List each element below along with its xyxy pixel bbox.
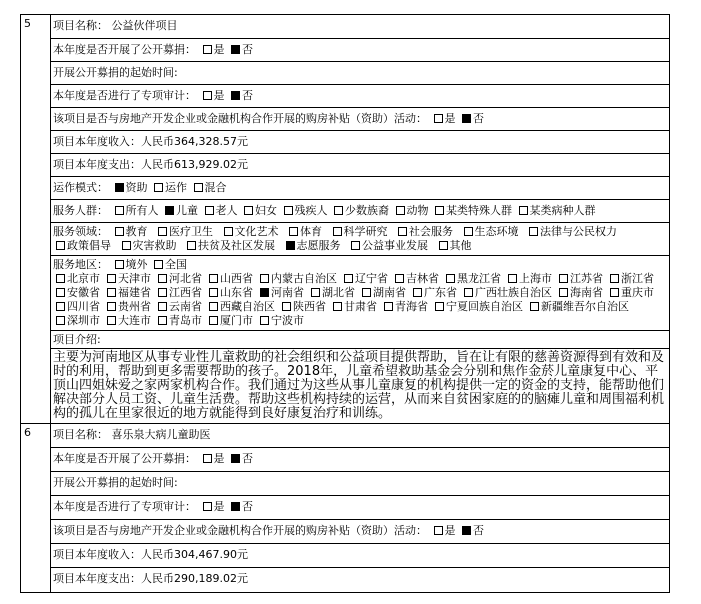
intro-label: 项目介绍: xyxy=(53,333,101,346)
region-option: 内蒙古自治区 xyxy=(271,272,337,285)
region-checkbox xyxy=(610,288,619,297)
region-line xyxy=(51,256,669,331)
region-checkbox xyxy=(154,260,163,269)
region-item xyxy=(607,272,654,286)
fundraising-start-label: 开展公开募捐的起始时间: xyxy=(53,476,178,489)
crowd-option: 某类特殊人群 xyxy=(446,204,512,217)
region-item xyxy=(206,286,253,300)
audit-line xyxy=(51,496,669,520)
region-option: 天津市 xyxy=(118,272,151,285)
region-checkbox xyxy=(508,274,517,283)
region-item xyxy=(53,300,100,314)
crowd-option: 妇女 xyxy=(255,204,277,217)
field-checkbox xyxy=(122,241,131,250)
housing-line xyxy=(51,108,669,131)
region-item xyxy=(381,300,428,314)
field-option: 教育 xyxy=(125,225,148,238)
field-option: 志愿服务 xyxy=(296,239,341,252)
no-label: 否 xyxy=(242,43,253,56)
expense-line xyxy=(51,568,669,592)
mode-option: 资助 xyxy=(125,181,148,194)
region-option: 陕西省 xyxy=(293,300,326,313)
yes-label: 是 xyxy=(213,89,225,102)
mode-option: 运作 xyxy=(165,181,187,194)
region-checkbox xyxy=(115,260,124,269)
region-checkbox-checked xyxy=(260,288,269,297)
region-option: 上海市 xyxy=(519,272,552,285)
region-item xyxy=(505,272,552,286)
region-option: 河北省 xyxy=(169,272,202,285)
region-item xyxy=(257,286,304,300)
region-option: 辽宁省 xyxy=(355,272,388,285)
region-checkbox xyxy=(333,302,342,311)
region-item xyxy=(53,314,100,328)
region-item xyxy=(104,286,151,300)
crowd-checkbox xyxy=(205,206,214,215)
region-checkbox xyxy=(209,316,218,325)
crowd-checkbox xyxy=(115,206,124,215)
yes-label: 是 xyxy=(444,112,456,125)
mode-checkbox xyxy=(194,183,203,192)
region-item xyxy=(556,286,603,300)
region-item xyxy=(432,300,523,314)
region-option: 厦门市 xyxy=(220,314,253,327)
region-checkbox xyxy=(107,302,116,311)
region-checkbox xyxy=(158,288,167,297)
field-option: 公益事业发展 xyxy=(362,239,428,252)
crowd-option: 某类病种人群 xyxy=(529,204,596,217)
yes-checkbox xyxy=(203,45,212,54)
region-option: 新疆维吾尔自治区 xyxy=(541,300,629,313)
region-option: 浙江省 xyxy=(621,272,654,285)
field-checkbox xyxy=(351,241,360,250)
intro-text: 主要为河南地区从事专业性儿童救助的社会组织和公益项目提供帮助，旨在让有限的慈善资源得到有效和及时的利用，帮助到更多需要帮助的孩子。2018年，儿童希望救助基金会分别和焦作金菸儿童康复中心、平顶山四姐妹爱之家两家机构合作。我们通过为这些从事儿童康复的机构提供一定的资金的支持，能帮助他们解决部分人员工资、儿童生活费。帮助这些机构持续的运营，从而来自贫困家庭的的脑瘫儿童和周围福利机构的孤儿在里家很近的地方就能得到良好康复治疗和训练。 xyxy=(53,350,665,421)
name-label: 项目名称： xyxy=(53,19,108,32)
region-item xyxy=(308,286,355,300)
field-checkbox xyxy=(224,227,233,236)
region-option: 四川省 xyxy=(67,300,100,313)
income-line xyxy=(51,131,669,154)
yes-label: 是 xyxy=(213,452,225,465)
yes-label: 是 xyxy=(213,500,225,513)
region-checkbox xyxy=(107,316,116,325)
field-checkbox xyxy=(158,227,167,236)
field-option: 法律与公民权力 xyxy=(540,225,617,238)
mode-checkbox-checked xyxy=(115,183,124,192)
region-option: 深圳市 xyxy=(67,314,100,327)
region-option: 青海省 xyxy=(395,300,428,313)
field-checkbox xyxy=(56,241,65,250)
region-option: 山西省 xyxy=(220,272,253,285)
region-checkbox xyxy=(56,288,65,297)
region-checkbox xyxy=(446,274,455,283)
field-option: 灾害救助 xyxy=(132,239,177,252)
mode-option: 混合 xyxy=(204,181,227,194)
region-option: 山东省 xyxy=(220,286,253,299)
field-option: 医疗卫生 xyxy=(169,225,213,238)
name-label: 项目名称： xyxy=(53,428,108,441)
region-checkbox xyxy=(530,302,539,311)
crowd-label: 服务人群： xyxy=(53,204,108,217)
field-checkbox xyxy=(187,241,196,250)
expense-text: 项目本年度支出：人民币613,929.02元 xyxy=(53,158,248,171)
region-checkbox xyxy=(158,316,167,325)
expense-line xyxy=(51,154,669,177)
income-line xyxy=(51,544,669,568)
region-option: 青岛市 xyxy=(169,314,202,327)
yes-label: 是 xyxy=(213,43,225,56)
fundraising-start-line xyxy=(51,472,669,496)
region-checkbox xyxy=(413,288,422,297)
region-item xyxy=(556,272,603,286)
region-item xyxy=(330,300,377,314)
fundraising-question: 本年度是否开展了公开募捐： xyxy=(53,43,196,56)
region-checkbox xyxy=(56,316,65,325)
project-index: 6 xyxy=(21,424,51,592)
region-option: 海南省 xyxy=(570,286,603,299)
fundraising-line xyxy=(51,39,669,62)
intro-label-line xyxy=(51,331,669,349)
region-checkbox xyxy=(559,274,568,283)
project-name-line xyxy=(51,15,669,39)
crowd-option: 残疾人 xyxy=(294,204,328,217)
region-checkbox xyxy=(260,274,269,283)
crowd-checkbox xyxy=(519,206,528,215)
no-label: 否 xyxy=(242,500,253,513)
field-option: 生态环境 xyxy=(474,225,519,238)
region-checkbox xyxy=(260,316,269,325)
field-label: 服务领域： xyxy=(53,225,108,238)
region-option: 云南省 xyxy=(169,300,202,313)
region-item xyxy=(279,300,326,314)
project-row-5 xyxy=(20,14,670,424)
project-name-line xyxy=(51,424,669,448)
project-name: 公益伙伴项目 xyxy=(111,19,178,32)
region-checkbox xyxy=(395,274,404,283)
region-checkbox xyxy=(610,274,619,283)
region-item xyxy=(206,272,253,286)
mode-line xyxy=(51,177,669,200)
region-option: 北京市 xyxy=(67,272,100,285)
region-item xyxy=(392,272,439,286)
region-item xyxy=(206,314,253,328)
region-option: 福建省 xyxy=(118,286,151,299)
no-checkbox-checked xyxy=(462,114,471,123)
crowd-checkbox xyxy=(334,206,343,215)
crowd-checkbox xyxy=(435,206,444,215)
fundraising-line xyxy=(51,448,669,472)
income-text: 项目本年度收入：人民币364,328.57元 xyxy=(53,135,248,148)
region-option: 广西壮族自治区 xyxy=(475,286,552,299)
region-item xyxy=(53,272,100,286)
crowd-line xyxy=(51,200,669,223)
expense-text: 项目本年度支出：人民币290,189.02元 xyxy=(53,572,248,585)
region-option: 重庆市 xyxy=(621,286,654,299)
region-checkbox xyxy=(56,302,65,311)
region-option: 江西省 xyxy=(169,286,202,299)
region-option: 黑龙江省 xyxy=(457,272,501,285)
no-checkbox-checked xyxy=(231,91,240,100)
field-line xyxy=(51,223,669,256)
no-checkbox-checked xyxy=(231,502,240,511)
crowd-checkbox xyxy=(284,206,293,215)
no-checkbox-checked xyxy=(231,45,240,54)
crowd-option: 动物 xyxy=(406,204,429,217)
region-checkbox xyxy=(311,288,320,297)
field-option: 文化艺术 xyxy=(234,225,279,238)
region-item xyxy=(410,286,457,300)
field-checkbox xyxy=(439,241,448,250)
field-checkbox xyxy=(333,227,342,236)
field-option: 其他 xyxy=(449,239,472,252)
region-item xyxy=(155,286,202,300)
no-checkbox-checked xyxy=(462,526,471,535)
region-item xyxy=(461,286,552,300)
project-table xyxy=(20,14,670,593)
no-label: 否 xyxy=(242,89,253,102)
region-item xyxy=(155,300,202,314)
region-checkbox xyxy=(344,274,353,283)
field-checkbox xyxy=(115,227,124,236)
crowd-option: 儿童 xyxy=(176,204,198,217)
region-checkbox xyxy=(282,302,291,311)
field-checkbox xyxy=(464,227,473,236)
region-option: 境外 xyxy=(125,258,148,271)
region-checkbox xyxy=(209,302,218,311)
fundraising-question: 本年度是否开展了公开募捐： xyxy=(53,452,196,465)
field-checkbox xyxy=(398,227,407,236)
fundraising-start-label: 开展公开募捐的起始时间: xyxy=(53,66,178,79)
field-checkbox xyxy=(289,227,298,236)
region-item xyxy=(341,272,388,286)
region-option: 湖南省 xyxy=(373,286,406,299)
field-option: 体育 xyxy=(300,225,322,238)
region-checkbox xyxy=(362,288,371,297)
housing-question: 该项目是否与房地产开发企业或金融机构合作开展的购房补贴（资助）活动： xyxy=(53,524,427,537)
yes-checkbox xyxy=(434,526,443,535)
no-label: 否 xyxy=(473,524,484,537)
no-label: 否 xyxy=(242,452,253,465)
region-option: 江苏省 xyxy=(570,272,603,285)
housing-line xyxy=(51,520,669,544)
region-checkbox xyxy=(209,274,218,283)
yes-checkbox xyxy=(203,91,212,100)
region-item xyxy=(257,314,304,328)
region-option: 湖北省 xyxy=(322,286,355,299)
region-item xyxy=(155,272,202,286)
region-option: 吉林省 xyxy=(406,272,439,285)
region-item xyxy=(104,272,151,286)
region-checkbox xyxy=(209,288,218,297)
crowd-option: 所有人 xyxy=(125,204,159,217)
crowd-checkbox xyxy=(396,206,405,215)
region-option: 西藏自治区 xyxy=(220,300,275,313)
mode-label: 运作模式： xyxy=(53,181,108,194)
region-checkbox xyxy=(107,288,116,297)
yes-checkbox xyxy=(203,502,212,511)
yes-label: 是 xyxy=(444,524,456,537)
project-row-6 xyxy=(20,424,670,593)
region-item xyxy=(206,300,275,314)
region-item xyxy=(443,272,501,286)
region-option: 安徽省 xyxy=(67,286,100,299)
field-checkbox-checked xyxy=(286,241,295,250)
audit-line xyxy=(51,85,669,108)
region-checkbox xyxy=(435,302,444,311)
crowd-checkbox-checked xyxy=(165,206,174,215)
region-checkbox xyxy=(158,302,167,311)
field-checkbox xyxy=(529,227,538,236)
region-checkbox xyxy=(158,274,167,283)
region-option: 河南省 xyxy=(271,286,304,299)
project-index: 5 xyxy=(21,15,51,423)
yes-checkbox xyxy=(203,454,212,463)
crowd-option: 老人 xyxy=(215,204,238,217)
region-checkbox xyxy=(559,288,568,297)
mode-checkbox xyxy=(154,183,163,192)
field-option: 扶贫及社区发展 xyxy=(198,239,275,252)
region-option: 甘肃省 xyxy=(344,300,377,313)
region-checkbox xyxy=(56,274,65,283)
project-name: 喜乐泉大病儿童助医 xyxy=(111,428,211,441)
no-checkbox-checked xyxy=(231,454,240,463)
region-option: 贵州省 xyxy=(118,300,151,313)
region-option: 宁波市 xyxy=(271,314,304,327)
yes-checkbox xyxy=(434,114,443,123)
fundraising-start-line xyxy=(51,62,669,85)
region-option: 大连市 xyxy=(118,314,151,327)
region-item xyxy=(359,286,406,300)
crowd-option: 少数族裔 xyxy=(345,204,389,217)
region-option: 广东省 xyxy=(424,286,457,299)
crowd-checkbox xyxy=(244,206,253,215)
field-option: 科学研究 xyxy=(343,225,388,238)
region-item xyxy=(104,314,151,328)
region-checkbox xyxy=(464,288,473,297)
region-option: 宁夏回族自治区 xyxy=(446,300,523,313)
field-option: 政策倡导 xyxy=(67,239,111,252)
region-item xyxy=(257,272,337,286)
no-label: 否 xyxy=(473,112,484,125)
region-option: 全国 xyxy=(165,258,187,271)
region-item xyxy=(155,314,202,328)
income-text: 项目本年度收入：人民币304,467.90元 xyxy=(53,548,248,561)
field-option: 社会服务 xyxy=(409,225,453,238)
audit-question: 本年度是否进行了专项审计： xyxy=(53,89,196,102)
region-checkbox xyxy=(107,274,116,283)
region-item xyxy=(607,286,654,300)
region-item xyxy=(527,300,629,314)
audit-question: 本年度是否进行了专项审计： xyxy=(53,500,196,513)
region-label: 服务地区： xyxy=(53,258,108,271)
housing-question: 该项目是否与房地产开发企业或金融机构合作开展的购房补贴（资助）活动： xyxy=(53,112,427,125)
region-item xyxy=(104,300,151,314)
region-item xyxy=(53,286,100,300)
region-checkbox xyxy=(384,302,393,311)
